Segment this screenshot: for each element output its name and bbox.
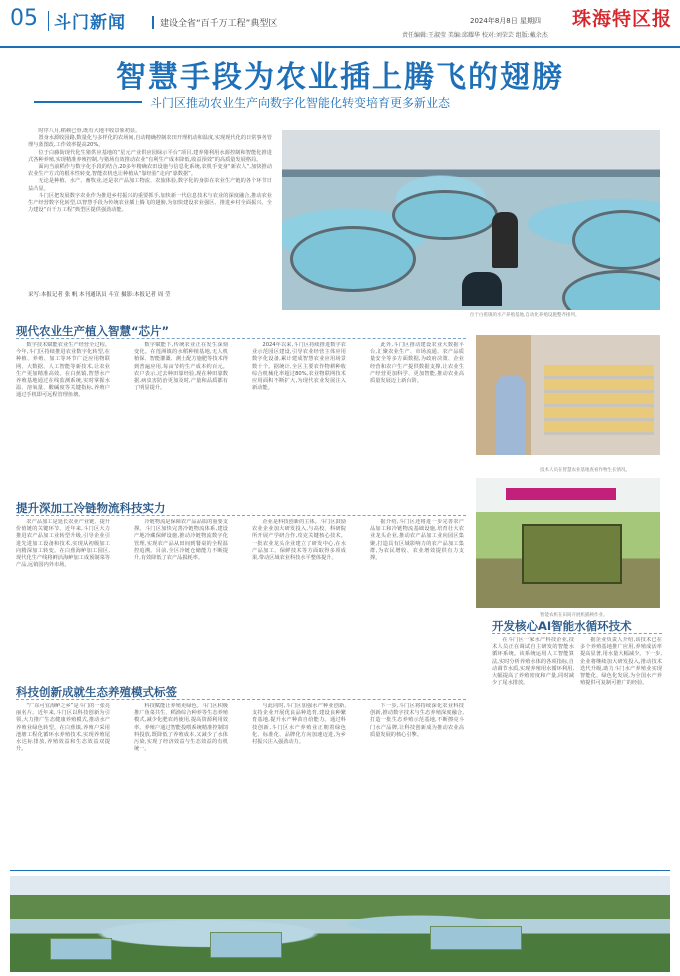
- section-heading: 现代农业生产植入智慧“芯片”: [16, 324, 170, 338]
- article-column: [492, 637, 574, 851]
- article-text: 数字技术赋能农业生产经营全过程。今年,斗门区持续推进农业数字化转型,在种植、养殖、加工等环节广泛应用物联网、大数据、人工智能等新技术,让农业生产更加精准高效。在白蕉镇,智慧水产养殖基地通过在线监测系统,实时掌握水温、溶氧量、酸碱度等关键指标,养殖户通过手机即可远程管理鱼塘。: [16, 342, 110, 399]
- article-column: [370, 703, 464, 853]
- lead-paragraph: 斗门区把发展数字农业作为推进乡村振兴的重要抓手,加快新一代信息技术与农业的深度融合,推动农业生产经营数字化转型,以智慧手段为传统农业插上腾飞的翅膀,为加快建设农业强区、推进乡村全面振兴、全力建设“百千万工程”典型区提供强劲动能。: [28, 192, 272, 214]
- article-text: “广东可宜海鲈之乡”是斗门的一张亮丽名片。近年来,斗门区以科技创新为引领,大力推广生态健康养殖模式,推动水产养殖业绿色转型。在白蕉镇,养殖户采用池塘工程化循环水养殖技术,实现养殖尾水达标排放,养殖效益和生态效益双提升。: [16, 703, 110, 753]
- article-column: [134, 342, 228, 488]
- main-headline: 智慧手段为农业插上腾飞的翅膀: [116, 60, 564, 95]
- article-column: [16, 519, 110, 669]
- article-column: [16, 342, 110, 488]
- fish-tank: [562, 270, 660, 310]
- article-text: 据介绍,斗门区还将进一步完善农产品加工和冷链物流基础设施,培育壮大农业龙头企业,推动农产品加工业向园区集聚,打造具有区域影响力的农产品加工集群,为农民增收、农业增效提供有力支撑。: [370, 519, 464, 562]
- article-column: [252, 703, 346, 853]
- section-rule: [16, 338, 466, 339]
- article-text: 2024年以来,斗门区持续推进数字农业示范园区建设,引导农业经营主体应用数字化设备,累计建成智慧农业应用场景数十个。据统计,全区主要农作物耕种收综合机械化率超过80%,农业物联网技术应用面积不断扩大,为现代农业发展注入新动能。: [252, 342, 346, 392]
- section-rule: [16, 699, 466, 700]
- fish-pond: [430, 926, 522, 950]
- fish-tank: [392, 190, 498, 240]
- article-column: [370, 342, 464, 488]
- fish-tank: [572, 210, 660, 270]
- article-column: [134, 703, 228, 853]
- aquaculture-photo: [282, 130, 660, 310]
- lead-paragraph: 置身水源收园路,数量化与多样化的农场间,自动精确控制农田开理机动和温度,实现现代化的日常事务管理与蓝图改,工作效率提高20%。: [28, 135, 272, 149]
- machine-canopy: [506, 488, 616, 500]
- fish-tank: [290, 226, 416, 292]
- fish-pond: [50, 938, 112, 960]
- article-text: 冷链物流是保障农产品品质的重要支撑。斗门区加快完善冷链物流体系,建设产地冷藏保鲜设施,推动冷链物流数字化管理,实现农产品从田间到餐桌的全程温控追溯。目前,全区冷链仓储能力不断提升,有效降低了农产品损耗率。: [134, 519, 228, 562]
- article-text: 数字赋能下,传统农业正在发生深刻变化。在莲洲镇的水稻种植基地,无人机植保、智能灌溉、测土配方施肥等技术得到普遍应用,每亩节约生产成本约百元。农户表示,过去种田靠经验,现在种田靠数据,病虫害防治更加及时,产量和品质都有了明显提升。: [134, 342, 228, 392]
- article-text: 在斗门区一家水产科技企业,技术人员正在调试自主研发的智能水循环系统。该系统运用人工智能算法,实时分析养殖水体的各项指标,自动调节水质,实现养殖用水循环利用,大幅提高了养殖密度和产量,同时减少了尾水排放。: [492, 637, 574, 687]
- article-text: 农产品加工是延长农业产业链、提升价值链的关键环节。近年来,斗门区大力推进农产品加工业转型升级,引导企业引进先进加工设备和技术,实现从初级加工向精深加工转变。在白蕉海鲈加工园区,现代化生产线将鲜活海鲈加工成预制菜等产品,远销国内外市场。: [16, 519, 110, 569]
- section-name: 斗门新闻: [54, 13, 126, 33]
- article-column: [580, 637, 662, 851]
- rice-transplanter: [522, 524, 622, 584]
- technician: [496, 375, 526, 455]
- article-text: 此外,斗门区推动建设农业大数据平台,汇聚农业生产、市场流通、农产品质量安全等多方面数据,为政府决策、企业经营和农户生产提供数据支撑,让农业生产经营更加科学、更加智能,推动农业高质量发展迈上新台阶。: [370, 342, 464, 385]
- section-heading: 科技创新成就生态养殖模式标签: [16, 685, 177, 699]
- editor-credits: 责任编辑:王淑莹 美编:邱耀华 校对:刘荣芸 组版:戴余杰: [402, 32, 548, 39]
- photo-caption: 位于白蕉镇的水产养殖基地,自动化养殖设施整齐排列。: [470, 313, 580, 318]
- byline: 采写:本报记者 张 帆 本刊通讯员 斗宣 摄影:本报记者 周 莹: [28, 292, 171, 298]
- article-text: 下一步,斗门区将持续深化农业科技创新,推动数字技术与生态养殖深度融合,打造一批生态养殖示范基地,不断擦亮斗门水产品牌,让科技创新成为推动农业高质量发展的核心引擎。: [370, 703, 464, 738]
- article-text: 科技赋能让养殖更绿色。斗门区积极推广鱼菜共生、稻渔综合种养等生态养殖模式,减少化肥农药使用,提高资源利用效率。养殖户通过智能投喂系统精准控制饲料投放,既降低了养殖成本,又减少了水体污染,实现了经济效益与生态效益的有机统一。: [134, 703, 228, 753]
- section-heading: 提升深加工冷链物流科技实力: [16, 501, 166, 515]
- article-column: [370, 519, 464, 669]
- aerial-farmland-photo: [10, 876, 670, 972]
- article-text: 据企业负责人介绍,该技术已在多个养殖基地推广应用,养殖成活率提高显著,用水量大幅减少。下一步,企业将继续加大研发投入,推动技术迭代升级,助力斗门水产养殖业实现智能化、绿色化发展,为全国水产养殖提供可复制可推广的经验。: [580, 637, 662, 687]
- section-heading: 开发核心AI智能水循环技术: [492, 619, 632, 633]
- seedling-shelf: [544, 365, 654, 435]
- section-rule: [492, 633, 662, 634]
- bottom-rule: [10, 870, 670, 871]
- farm-machine-photo: [476, 478, 660, 608]
- greenhouse-photo: [476, 335, 660, 455]
- lead-article: [28, 128, 272, 306]
- lead-paragraph: 位于白藤街现代化生猪供应基地的“星元产业供应园绿示平台”项目,建养猪利用水源控制和智能化推进式各种养殖,实现精准养殖控制,与猪场有效推动农业“有利生产成本降低,收益预效”的高质量发展格局。: [28, 149, 272, 163]
- lead-paragraph: 面向当前稻作与数字化手段的结合,20多年精确农田设施与信息化系统,农机手变身“新农人”,加快推动农业生产方式的根本性转变,智能农机也让种植从“靠经验”走向“靠数据”。: [28, 164, 272, 178]
- photo-caption: 技术人员在智慧农业基地查看作物生长情况。: [540, 468, 630, 473]
- fish-pond: [210, 932, 282, 958]
- article-column: [16, 703, 110, 853]
- article-column: [134, 519, 228, 669]
- masthead-divider: [48, 11, 49, 31]
- section-rule: [16, 515, 466, 516]
- subheadline-rule: [34, 101, 142, 103]
- subheadline: 斗门区推动农业生产向数字化智能化转变培育更多新业态: [150, 96, 451, 110]
- lead-paragraph: 时序八月,稻秧已垂,既有大地丰收景象初显。: [38, 128, 141, 134]
- issue-date: 2024年8月8日 星期四: [470, 17, 541, 25]
- farm-worker: [492, 212, 518, 268]
- newspaper-brand: 珠海特区报: [572, 8, 673, 30]
- farm-worker: [462, 272, 502, 306]
- article-text: 与此同时,斗门区加强水产种业创新,支持企业开展优良品种选育,建设良种繁育基地,提升水产种苗自给能力。通过科技创新,斗门区水产养殖业正朝着绿色化、标准化、品牌化方向加速迈进,为乡村振兴注入强劲动力。: [252, 703, 346, 746]
- photo-caption: 智能农机在田间开展机插秧作业。: [540, 613, 608, 618]
- lead-paragraph: 无论是种植、水产、畜牧业,还是农产品加工物流、农旅体验,数字化的身影在农业生产链的各个环节日益凸显。: [28, 178, 272, 192]
- section-subtitle: 建设全省“百千万工程”典型区: [152, 16, 277, 29]
- article-column: [252, 519, 346, 669]
- page-number: 05: [10, 6, 38, 31]
- article-text: 企业是科技创新的主体。斗门区鼓励农业企业加大研发投入,与高校、科研院所开展产学研合作,攻克关键核心技术。一批农业龙头企业建立了研发中心,在水产品加工、保鲜技术等方面取得多项成果,带动区域农业科技水平整体提升。: [252, 519, 346, 562]
- article-column: [252, 342, 346, 488]
